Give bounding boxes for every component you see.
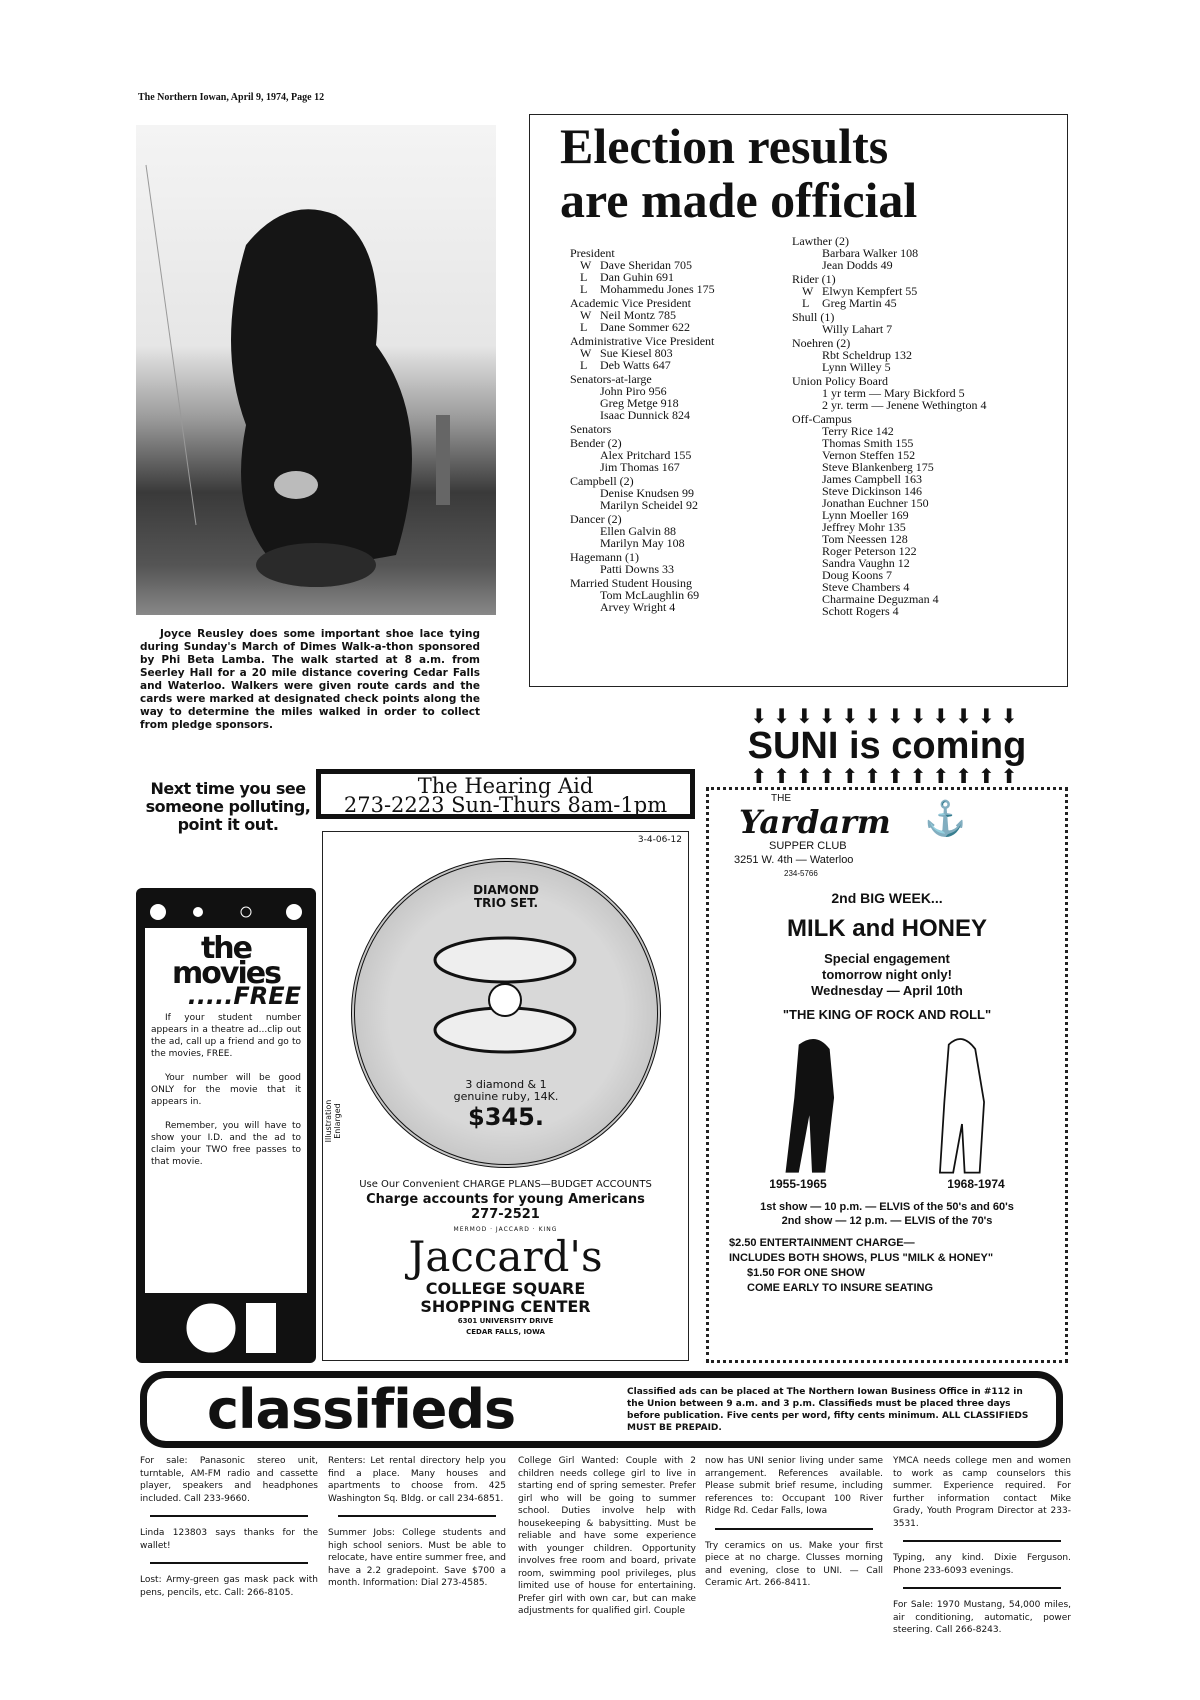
candidate-votes: Steve Chambers 4 (822, 580, 910, 594)
divider (715, 1528, 873, 1530)
classified-column (518, 1455, 696, 1618)
candidate-result (792, 297, 986, 309)
engagement: Special engagement (824, 951, 950, 966)
candidate-votes: Barbara Walker 108 (822, 246, 919, 260)
candidate-result (570, 601, 715, 613)
date: Wednesday — April 10th (811, 983, 963, 998)
divider (150, 1515, 308, 1517)
candidate-votes: Patti Downs 33 (600, 562, 675, 576)
candidate-votes: John Piro 956 (600, 384, 667, 398)
candidate-votes: Steve Dickinson 146 (822, 484, 922, 498)
product-title-line: DIAMOND (473, 883, 539, 897)
address: CEDAR FALLS, IOWA (466, 1328, 545, 1336)
location: COLLEGE SQUARE (425, 1279, 586, 1298)
win-loss-mark: W (580, 258, 592, 272)
yardarm-header (709, 790, 1065, 882)
era-labels (709, 1177, 1065, 1192)
charge-plans: Use Our Convenient CHARGE PLANS—BUDGET ACCOUNTS (359, 1179, 652, 1190)
candidate-votes: Sandra Vaughn 12 (822, 556, 910, 570)
classifieds-title: classifieds (207, 1378, 516, 1441)
ad-paragraph: Remember, you will have to show your I.D. and the ad to claim your TWO free passes to that movie. (151, 1121, 301, 1167)
win-loss-mark: L (580, 270, 588, 284)
masthead: The Northern Iowan, April 9, 1974, Page 12 (138, 92, 325, 103)
candidate-votes: Terry Rice 142 (822, 424, 894, 438)
up-arrows-icon: ⬆⬆⬆⬆⬆⬆⬆⬆⬆⬆⬆⬆ (750, 766, 1024, 786)
classified-column (140, 1455, 318, 1599)
candidate-votes: James Campbell 163 (822, 472, 922, 486)
free-label: .....FREE (187, 982, 301, 1010)
candidate-votes: Lynn Willey 5 (822, 360, 891, 374)
candidate-votes: Thomas Smith 155 (822, 436, 914, 450)
engagement-block (709, 951, 1065, 999)
office-heading: Off-Campus (792, 412, 852, 426)
candidate-votes: Marilyn Scheidel 92 (600, 498, 698, 512)
ticket-holes-icon (136, 888, 316, 928)
candidate-result (570, 499, 715, 511)
classified-ad: Typing, any kind. Dixie Ferguson. Phone 233-6093 evenings. (893, 1553, 1071, 1576)
candidate-votes: Alex Pritchard 155 (600, 448, 692, 462)
classified-ad: For Sale: 1970 Mustang, 54,000 miles, air conditioning, automatic, power steering. Call 266-8243. (893, 1600, 1071, 1635)
headline-word: the (200, 931, 252, 966)
elvis-figures-illustration (717, 1027, 1057, 1177)
brands: MERMOD · JACCARD · KING (453, 1226, 558, 1233)
charge: $2.50 ENTERTAINMENT CHARGE— (729, 1237, 915, 1249)
candidate-votes: Neil Montz 785 (600, 308, 676, 322)
office-heading: Hagemann (1) (570, 550, 639, 564)
classified-column (705, 1455, 883, 1590)
product-desc-line: 3 diamond & 1 (465, 1078, 547, 1091)
office-heading: Campbell (2) (570, 474, 634, 488)
classified-column (328, 1455, 506, 1590)
candidate-votes: Charmaine Deguzman 4 (822, 592, 939, 606)
office-heading: Academic Vice President (570, 296, 692, 310)
pollution-psa: Next time you see someone polluting, point it out. (145, 779, 311, 834)
candidate-votes: Tom Neessen 128 (822, 532, 908, 546)
classified-ad: College Girl Wanted: Couple with 2 children needs college girl to live in starting end of spring semester. Prefer girl who will be going to summer school. Duties involve help with housekeeping & babysitting. Must be reliable and have some experience with younger children. Opportunity involves free room and board, private room, swimming pool privileges, plus limited use of house for entertaining. Prefer girl with own car, but can make adjustments for qualified girl. Couple (518, 1456, 696, 1616)
candidate-votes: 2 yr. term — Jenene Wethington 4 (822, 398, 987, 412)
walkathon-photo (136, 125, 496, 615)
ring-illustration (351, 858, 661, 1168)
cartoon-face-illustration (166, 1293, 286, 1358)
act-name: MILK and HONEY (786, 915, 987, 942)
divider (338, 1515, 496, 1517)
candidate-result (570, 563, 715, 575)
charges (709, 1236, 1065, 1296)
candidate-votes: Vernon Steffen 152 (822, 448, 916, 462)
hearing-aid-ad (316, 769, 695, 819)
candidate-votes: Sue Kiesel 803 (600, 346, 673, 360)
classified-ad: For sale: Panasonic stereo unit, turntable, AM-FM radio and cassette player, speakers and headphones included. Call 233-9660. (140, 1456, 318, 1504)
win-loss-mark: L (580, 358, 588, 372)
era-label: 1968-1974 (947, 1177, 1005, 1191)
candidate-votes: Dan Guhin 691 (600, 270, 674, 284)
office-heading: Noehren (2) (792, 336, 851, 350)
office-heading: Lawther (2) (792, 234, 849, 248)
classified-ad: Linda 123803 says thanks for the wallet! (140, 1528, 318, 1551)
classified-ad: Renters: Let rental directory help you find a place. Many houses and apartments to choose from. 425 Washington Sq. Bldg. or call 234-6851. (328, 1456, 506, 1504)
win-loss-mark: L (802, 296, 810, 310)
candidate-votes: Tom McLaughlin 69 (600, 588, 700, 602)
headline-line: Election results (560, 118, 889, 174)
ad-body (145, 928, 307, 1293)
candidate-votes: Mohammedu Jones 175 (600, 282, 715, 296)
show-time: 2nd show — 12 p.m. — ELVIS of the 70's (781, 1215, 993, 1227)
divider (150, 1562, 308, 1564)
classified-ad: now has UNI senior living under same arrangement. References available. Please submit brief resume, including references to: Occupant 100 River Ridge Rd. Cedar Falls, Iowa (705, 1456, 883, 1516)
candidate-votes: Jonathan Euchner 150 (822, 496, 929, 510)
supper-club: SUPPER CLUB (769, 840, 847, 852)
election-results-article (529, 114, 1068, 687)
charge: $1.50 FOR ONE SHOW (747, 1267, 865, 1279)
tagline: "THE KING OF ROCK AND ROLL" (782, 1007, 992, 1022)
office-heading: Union Policy Board (792, 374, 888, 388)
office-heading: Senators-at-large (570, 372, 652, 386)
candidate-votes: Lynn Moeller 169 (822, 508, 909, 522)
candidate-votes: Doug Koons 7 (822, 568, 893, 582)
classifieds-banner (140, 1371, 1063, 1448)
candidate-votes: Isaac Dunnick 824 (600, 408, 690, 422)
office-heading: Bender (2) (570, 436, 622, 450)
location: SHOPPING CENTER (420, 1297, 591, 1316)
classifieds-info: Classified ads can be placed at The Northern Iowan Business Office in #112 in the Union between 9 a.m. and 3 p.m. Classifieds must be placed three days before publication. Five cents per word, fifty cents minimum. ALL CLASSIFIEDS MUST BE PREPAID. (627, 1387, 1029, 1433)
candidate-result (570, 283, 715, 295)
candidate-votes: Dane Sommer 622 (600, 320, 690, 334)
win-loss-mark: W (580, 346, 592, 360)
ad-paragraph: If your student number appears in a theatre ad...clip out the ad, call up a friend and go to the movies, FREE. (151, 1013, 301, 1059)
candidate-votes: Ellen Galvin 88 (600, 524, 676, 538)
classified-ad: Summer Jobs: College students and high school seniors. Must be able to relocate, have entire summer free, and have a 2.2 gradepoint. Save $700 a month. Information: Dial 273-4585. (328, 1528, 506, 1588)
candidate-votes: Jeffrey Mohr 135 (822, 520, 906, 534)
candidate-result (570, 321, 715, 333)
candidate-votes: Dave Sheridan 705 (600, 258, 692, 272)
ad-phone-hours: 273-2223 Sun-Thurs 8am-1pm (343, 793, 668, 817)
jaccards-ad (322, 831, 689, 1361)
win-loss-mark: W (802, 284, 814, 298)
engagement: tomorrow night only! (822, 967, 952, 982)
candidate-votes: Roger Peterson 122 (822, 544, 917, 558)
show-times (709, 1200, 1065, 1228)
candidate-votes: Greg Martin 45 (822, 296, 897, 310)
candidate-votes: Rbt Scheldrup 132 (822, 348, 912, 362)
candidate-result (570, 461, 715, 473)
classified-column (893, 1455, 1071, 1637)
candidate-result (792, 259, 986, 271)
illustration-note: Illustration Enlarged (324, 1099, 342, 1143)
candidate-result (570, 359, 715, 371)
candidate-votes: Jim Thomas 167 (600, 460, 680, 474)
candidate-votes: Greg Metge 918 (600, 396, 679, 410)
candidate-votes: Elwyn Kempfert 55 (822, 284, 918, 298)
product-title-line: TRIO SET. (473, 896, 539, 910)
office-heading: Married Student Housing (570, 576, 692, 590)
woman-tying-shoe-image (136, 125, 496, 615)
candidate-votes: Arvey Wright 4 (600, 600, 676, 614)
candidate-result (792, 399, 986, 411)
headline (560, 119, 1067, 227)
divider (903, 1540, 1061, 1542)
week: 2nd BIG WEEK... (831, 890, 943, 906)
candidate-votes: Willy Lahart 7 (822, 322, 893, 336)
candidate-votes: Marilyn May 108 (600, 536, 685, 550)
candidate-votes: 1 yr term — Mary Bickford 5 (822, 386, 965, 400)
office-heading: Administrative Vice President (570, 334, 715, 348)
down-arrows-icon: ⬇⬇⬇⬇⬇⬇⬇⬇⬇⬇⬇⬇ (750, 706, 1024, 726)
win-loss-mark: W (580, 308, 592, 322)
candidate-result (792, 323, 986, 335)
product-title (355, 884, 657, 910)
results-column-right (792, 233, 986, 617)
candidate-result (570, 537, 715, 549)
charge: INCLUDES BOTH SHOWS, PLUS "MILK & HONEY" (729, 1252, 994, 1264)
charge-accounts: Charge accounts for young Americans (366, 1192, 645, 1207)
results-column-left (570, 245, 715, 613)
candidate-votes: Deb Watts 647 (600, 358, 671, 372)
candidate-result (570, 409, 715, 421)
charge: COME EARLY TO INSURE SEATING (747, 1282, 934, 1294)
product-desc-line: genuine ruby, 14K. (453, 1090, 559, 1103)
era-label: 1955-1965 (769, 1177, 827, 1191)
photo-caption: Joyce Reusley does some important shoe lace tying during Sunday's March of Dimes Walk-a-thon sponsored by Phi Beta Lamba. The walk started at 8 a.m. from Seerley Hall for a 20 mile distance covering Cedar Falls and Waterloo. Walkers were given route cards and the cards were marked at designated check points along the way to determine the miles walked in order to collect from pledge sponsors. (140, 628, 480, 731)
store-info (323, 1177, 688, 1338)
suni-banner (706, 706, 1068, 786)
candidate-votes: Denise Knudsen 99 (600, 486, 694, 500)
price: $345. (468, 1103, 544, 1131)
diamond-rings-icon (355, 910, 655, 1075)
win-loss-mark: L (580, 320, 588, 334)
suni-title: SUNI is coming (747, 725, 1027, 767)
office-heading: Rider (1) (792, 272, 836, 286)
headline-line: are made official (560, 172, 918, 228)
anchor-icon: ⚓ (924, 800, 967, 838)
address: 6301 UNIVERSITY DRIVE (457, 1317, 554, 1325)
yardarm-ad (706, 787, 1068, 1363)
divider (903, 1587, 1061, 1589)
candidate-result (792, 605, 986, 617)
office-heading: Senators (570, 422, 612, 436)
free-movies-ad (136, 888, 316, 1363)
classified-ad: Lost: Army-green gas mask pack with pens, pencils, etc. Call: 266-8105. (140, 1575, 318, 1598)
candidate-votes: Schott Rogers 4 (822, 604, 899, 618)
store-logo: Jaccard's (408, 1232, 603, 1281)
classified-ad: Try ceramics on us. Make your first piece at no charge. Clusses morning and evening, close to UNI. — Call Ceramic Art. 266-8411. (705, 1540, 883, 1588)
address: 3251 W. 4th — Waterloo (734, 854, 854, 866)
product-desc (355, 1079, 657, 1103)
show-time: 1st show — 10 p.m. — ELVIS of the 50's and 60's (760, 1201, 1014, 1213)
headline-word: movies (172, 956, 280, 991)
phone: 234-5766 (784, 869, 818, 878)
the: THE (771, 793, 791, 804)
ad-headline (151, 931, 301, 991)
phone: 277-2521 (471, 1207, 540, 1222)
yardarm-logo: Yardarm (739, 803, 891, 841)
candidate-votes: Jean Dodds 49 (822, 258, 893, 272)
ad-code: 3-4-06-12 (637, 835, 682, 845)
classified-ad: YMCA needs college men and women to work as camp counselors this summer. Experience required. For further information contact Mike Grady, Youth Program Director at 233-3531. (893, 1456, 1071, 1529)
candidate-votes: Steve Blankenberg 175 (822, 460, 934, 474)
office-heading: Shull (1) (792, 310, 835, 324)
office-heading: Dancer (2) (570, 512, 622, 526)
office-heading: President (570, 246, 615, 260)
win-loss-mark: L (580, 282, 588, 296)
ad-title: The Hearing Aid (417, 774, 594, 798)
candidate-result (792, 361, 986, 373)
ad-paragraph: Your number will be good ONLY for the movie that it appears in. (151, 1073, 301, 1107)
